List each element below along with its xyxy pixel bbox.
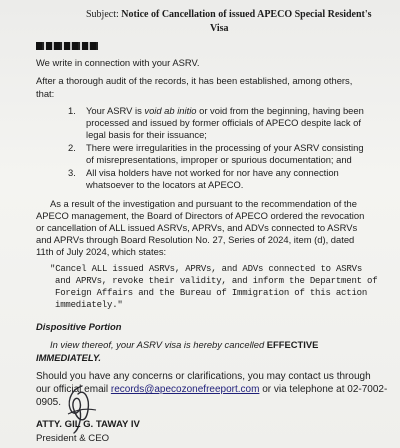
finding-2-number: 2.: [68, 142, 76, 153]
result-line-3: or cancellation of ALL issued ASRVs, APRVs, and ADVs connected to ASRVs: [36, 222, 358, 233]
subject-prefix: Subject:: [86, 9, 119, 20]
contact-line-3: 0905.: [36, 397, 62, 408]
redacted-name: [36, 42, 98, 50]
finding-1-line-2: processed and issued by former officials of APECO despite lack of: [86, 117, 361, 128]
finding-3-number: 3.: [68, 167, 76, 178]
quote-line-4: immediately.": [55, 300, 123, 310]
finding-1-number: 1.: [68, 105, 76, 116]
quote-line-3: Foreign Affairs and the Bureau of Immigration of this action: [55, 288, 368, 298]
subject-title: Notice of Cancellation of issued APECO Special Resident's: [121, 9, 372, 20]
intro-line-2: After a thorough audit of the records, it has been established, among others,: [36, 75, 353, 86]
contact-line-2: our official email records@apecozonefreeport.com or via telephone at 02-7002-: [36, 384, 388, 395]
quote-line-1: "Cancel ALL issued ASRVs, APRVs, and ADVs connected to ASRVs: [50, 264, 363, 274]
finding-1-line-1: Your ASRV is void ab initio or void from the beginning, having been: [86, 105, 364, 116]
finding-2-line-1: There were irregularities in the processing of your ASRV consisting: [86, 142, 364, 153]
dispositive-heading: Dispositive Portion: [36, 321, 122, 332]
result-line-4: and APRVs through Board Resolution No. 27, Series of 2024, item (d), dated: [36, 234, 355, 245]
dispositive-line-2: IMMEDIATELY.: [36, 352, 101, 363]
finding-3-line-2: whatsoever to the locators at APECO.: [86, 179, 244, 190]
subject-line: [86, 10, 372, 20]
result-line-2: APECO management, the Board of Directors of APECO ordered the revocation: [36, 210, 365, 221]
finding-1-line-3: legal basis for their issuance;: [86, 129, 207, 140]
signatory-name: ATTY. GIL G. TAWAY IV: [36, 419, 140, 430]
intro-line-3: that:: [36, 88, 55, 99]
signatory-position: President & CEO: [36, 433, 110, 444]
contact-line-1: Should you have any concerns or clarifications, you may contact us through: [36, 371, 371, 382]
subject-title-line2: Visa: [210, 23, 229, 34]
dispositive-line-1: In view thereof, your ASRV visa is hereby cancelled EFFECTIVE: [50, 339, 319, 350]
finding-2-line-2: of misrepresentations, improper or spurious documentation; and: [86, 154, 352, 165]
result-line-5: 11th of July 2024, which states:: [36, 246, 167, 257]
email-link[interactable]: records@apecozonefreeport.com: [110, 384, 260, 395]
result-line-1: As a result of the investigation and pursuant to the recommendation of the: [50, 198, 357, 209]
intro-line-1: We write in connection with your ASRV.: [36, 57, 200, 68]
finding-3-line-1: All visa holders have not worked for nor have any connection: [86, 167, 339, 178]
quote-line-2: and APRVs, revoke their validity, and inform the Department of: [55, 276, 378, 286]
